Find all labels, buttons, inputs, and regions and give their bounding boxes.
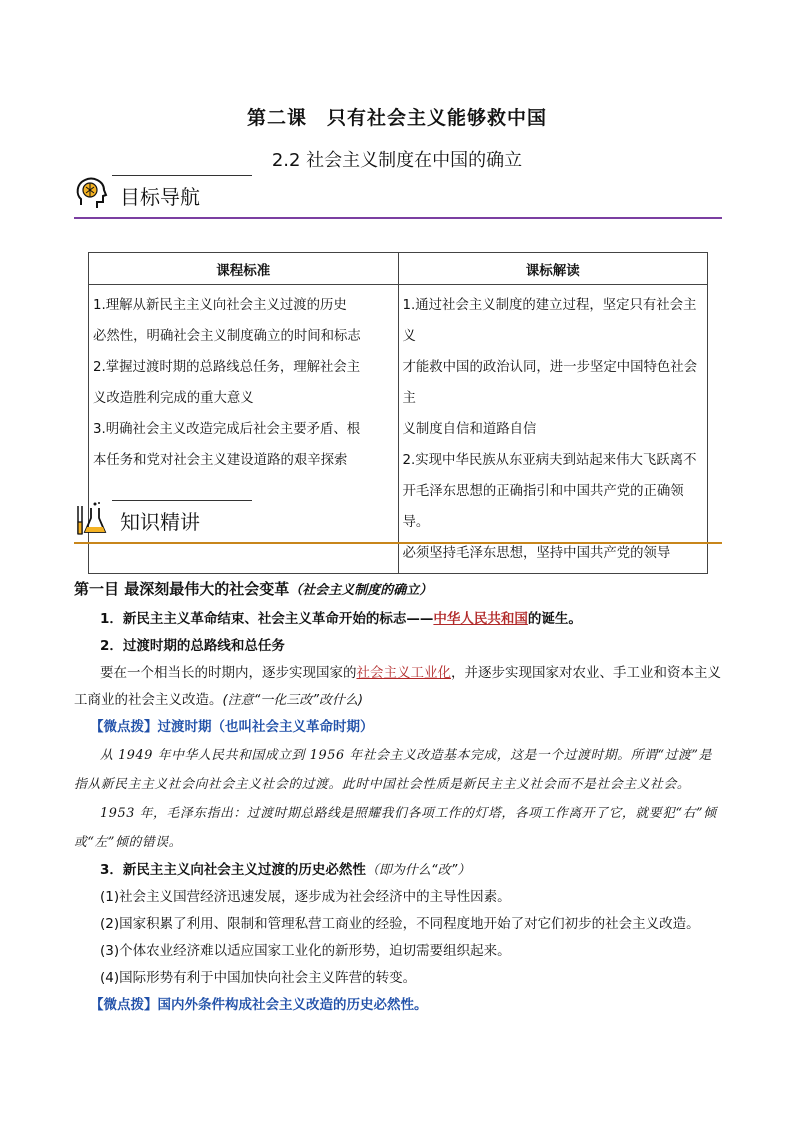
interpretation-line: 开毛泽东思想的正确指引和中国共产党的正确领导。 (402, 484, 684, 530)
interpretation-line: 1.通过社会主义制度的建立过程，坚定只有社会主义 (402, 298, 697, 344)
goals-section-header (74, 175, 722, 219)
goals-divider (74, 217, 722, 219)
header-top-bar (112, 175, 252, 176)
item-2-title: 2．过渡时期的总路线和总任务 (100, 638, 285, 654)
part-title: 第一目 最深刻最伟大的社会变革 (74, 580, 290, 598)
lesson-title: 第二课 只有社会主义能够救中国 (246, 107, 547, 129)
item-1-highlight: 中华人民共和国 (433, 611, 528, 627)
tip-transition-period: 【微点拨】过渡时期（也叫社会主义革命时期） (90, 719, 374, 735)
item-3-point: (1)社会主义国营经济迅速发展，逐步成为社会经济中的主导性因素。 (100, 889, 511, 905)
item-1-suffix: 的诞生。 (527, 611, 582, 627)
item-1-prefix: 1．新民主主义革命结束、社会主义革命开始的标志—— (100, 611, 434, 627)
item-2-note: (注意“一化三改”改什么) (222, 693, 364, 708)
item-2-text-b: ，并逐步实现国家对农业、手工业和资本 (451, 665, 694, 681)
item-1 (74, 606, 722, 633)
interpretation-line: 必须坚持毛泽东思想，坚持中国共产党的领导 (402, 546, 671, 561)
standard-line: 本任务和党对社会主义建设道路的艰辛探索 (93, 453, 348, 468)
tip-historical-necessity: 【微点拨】国内外条件构成社会主义改造的历史必然性。 (90, 997, 428, 1013)
item-3-note: （即为什么“改”） (365, 863, 471, 878)
brain-head-icon (74, 175, 108, 213)
interpretation-line: 义制度自信和道路自信 (402, 422, 537, 437)
header-top-bar (112, 500, 252, 501)
item-2-text-c: 主义工商业的社会主义改造。 (74, 665, 721, 708)
standard-line: 义改造胜利完成的重大意义 (93, 391, 254, 406)
item-2-highlight: 社会主义工业化 (356, 665, 451, 681)
table-header-interpretation: 课标解读 (398, 253, 708, 285)
tip-paragraph-1: 从 1949 年中华人民共和国成立到 1956 年社会主义改造基本完成，这是一个过渡时期。所谓“过渡”是指从新民主主义社会向社会主义社会的过渡。此时中国社会性质是新民主主义社会而不是社会主义社会。 (74, 748, 712, 792)
section-subtitle: 2.2 社会主义制度在中国的确立 (271, 150, 523, 171)
knowledge-heading: 知识精讲 (120, 510, 200, 534)
interpretation-line: 才能救中国的政治认同，进一步坚定中国特色社会主 (402, 360, 698, 406)
lab-flask-icon (74, 500, 108, 538)
standard-line: 1.理解从新民主主义向社会主义过渡的历史 (93, 298, 347, 313)
part-heading (74, 576, 722, 604)
standard-line: 必然性，明确社会主义制度确立的时间和标志 (93, 329, 361, 344)
knowledge-divider (74, 542, 722, 544)
table-header-standard: 课程标准 (89, 253, 399, 285)
interpretation-line: 2.实现中华民族从东亚病夫到站起来伟大飞跃离不 (402, 453, 697, 468)
goals-heading: 目标导航 (120, 185, 200, 209)
standard-line: 3.明确社会主义改造完成后社会主要矛盾、根 (93, 422, 361, 437)
item-3-point: (3)个体农业经济难以适应国家工业化的新形势，迫切需要组织起来。 (100, 943, 511, 959)
knowledge-content (74, 576, 722, 1019)
part-note: （社会主义制度的确立） (289, 583, 433, 598)
item-3 (74, 857, 722, 884)
item-2-paragraph (74, 660, 722, 714)
item-3-point: (4)国际形势有利于中国加快向社会主义阵营的转变。 (100, 970, 417, 986)
tip-paragraph-2: 1953 年，毛泽东指出：过渡时期总路线是照耀我们各项工作的灯塔，各项工作离开了它，就要犯“右”倾或“左”倾的错误。 (74, 806, 717, 850)
item-2-text-a: 要在一个相当长的时期内，逐步实现国家的 (100, 665, 357, 681)
item-3-title: 3．新民主主义向社会主义过渡的历史必然性 (100, 862, 366, 878)
knowledge-section-header (74, 500, 722, 544)
standard-line: 2.掌握过渡时期的总路线总任务，理解社会主 (93, 360, 361, 375)
item-3-point: (2)国家积累了利用、限制和管理私营工商业的经验，不同程度地开始了对它们初步的社会主义改造。 (100, 916, 700, 932)
